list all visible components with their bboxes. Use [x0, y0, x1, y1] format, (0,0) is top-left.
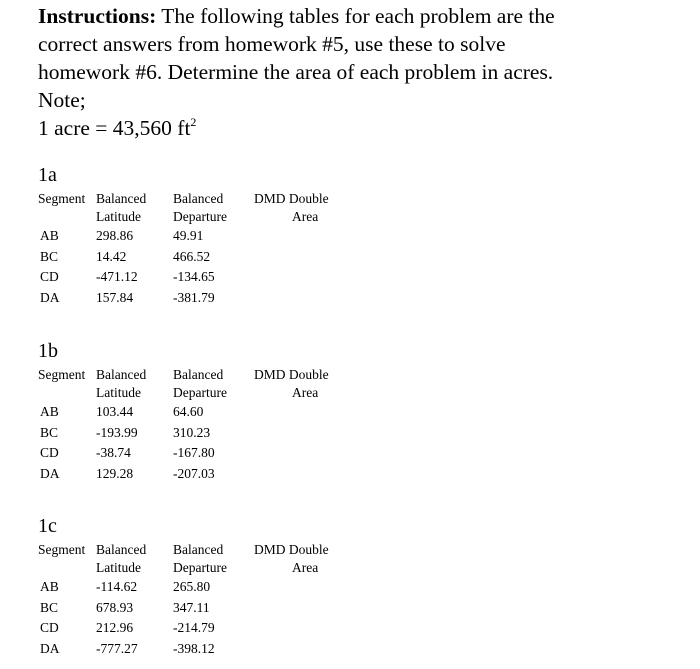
cell-departure: -134.65 — [173, 269, 215, 284]
header-latitude: Latitude — [96, 209, 141, 224]
table-header — [38, 190, 358, 226]
table-row — [38, 598, 358, 619]
cell-departure: 49.91 — [173, 228, 204, 243]
table-row — [38, 247, 358, 268]
instructions-block — [38, 2, 688, 142]
cell-segment: DA — [40, 465, 60, 481]
cell-departure: -167.80 — [173, 445, 215, 460]
cell-latitude: -193.99 — [96, 424, 138, 440]
header-dmd: DMD — [254, 542, 286, 557]
table-header — [38, 541, 358, 577]
header-dmd: DMD — [254, 191, 286, 206]
header-dmd-double — [254, 541, 329, 559]
problem-title: 1b — [38, 340, 58, 362]
cell-segment: BC — [40, 424, 59, 440]
problem-1a — [38, 164, 358, 308]
table-row — [38, 402, 358, 423]
cell-latitude: 678.93 — [96, 599, 134, 615]
cell-segment: DA — [40, 640, 60, 656]
header-dmd: DMD — [254, 367, 286, 382]
header-dmd-double — [254, 366, 329, 384]
cell-latitude: -471.12 — [96, 269, 138, 284]
header-area: Area — [292, 560, 319, 575]
cell-latitude: 212.96 — [96, 620, 134, 635]
header-departure: Departure — [173, 209, 227, 224]
header-area: Area — [292, 385, 319, 400]
cell-latitude: 129.28 — [96, 465, 134, 481]
instructions-line-1-text: The following tables for each problem are the — [161, 4, 555, 28]
table-row — [38, 464, 358, 485]
cell-segment: BC — [40, 248, 59, 264]
instructions-line-1 — [38, 2, 688, 30]
header-segment: Segment — [38, 542, 86, 557]
problem-1c — [38, 515, 358, 659]
acre-conversion-exponent: 2 — [190, 115, 197, 129]
table-row — [38, 639, 358, 660]
cell-segment: CD — [40, 445, 59, 460]
cell-latitude: 157.84 — [96, 289, 134, 305]
cell-departure: 64.60 — [173, 404, 204, 419]
header-double: Double — [288, 191, 329, 206]
header-latitude: Latitude — [96, 560, 141, 575]
header-balanced-departure-1: Balanced — [173, 367, 224, 382]
header-departure: Departure — [173, 385, 227, 400]
header-balanced-latitude-1: Balanced — [96, 367, 147, 382]
cell-latitude: 14.42 — [96, 248, 127, 264]
header-dmd-double — [254, 190, 329, 208]
problem-title: 1c — [38, 515, 57, 537]
cell-latitude: -38.74 — [96, 445, 131, 460]
header-balanced-latitude-1: Balanced — [96, 542, 147, 557]
table-row — [38, 577, 358, 598]
cell-departure: 310.23 — [173, 424, 211, 440]
header-departure: Departure — [173, 560, 227, 575]
cell-departure: -214.79 — [173, 620, 215, 635]
table-row — [38, 288, 358, 309]
cell-departure: 347.11 — [173, 599, 210, 615]
instructions-note: Note; — [38, 88, 86, 112]
acre-conversion-text: 1 acre = 43,560 ft — [38, 116, 191, 140]
cell-segment: CD — [40, 269, 59, 284]
cell-segment: AB — [40, 228, 59, 243]
header-double: Double — [288, 367, 329, 382]
acre-conversion — [38, 114, 688, 142]
cell-latitude: -114.62 — [96, 579, 138, 594]
cell-departure: -207.03 — [173, 465, 215, 481]
problem-title: 1a — [38, 164, 57, 186]
cell-departure: -381.79 — [173, 289, 215, 305]
instructions-label: Instructions: — [38, 4, 157, 28]
problem-1b — [38, 340, 358, 484]
header-double: Double — [288, 542, 329, 557]
cell-latitude: 298.86 — [96, 228, 134, 243]
instructions-line-2: correct answers from homework #5, use these to solve — [38, 32, 506, 56]
header-segment: Segment — [38, 367, 86, 382]
cell-latitude: 103.44 — [96, 404, 134, 419]
table-row — [38, 226, 358, 247]
header-area: Area — [292, 209, 319, 224]
cell-latitude: -777.27 — [96, 640, 138, 656]
table-row — [38, 267, 358, 288]
table-row — [38, 423, 358, 444]
cell-segment: DA — [40, 289, 60, 305]
cell-departure: 265.80 — [173, 579, 211, 594]
cell-departure: -398.12 — [173, 640, 215, 656]
header-segment: Segment — [38, 191, 86, 206]
cell-segment: AB — [40, 404, 59, 419]
cell-segment: BC — [40, 599, 59, 615]
header-balanced-latitude-1: Balanced — [96, 191, 147, 206]
table-row — [38, 618, 358, 639]
cell-departure: 466.52 — [173, 248, 211, 264]
cell-segment: AB — [40, 579, 59, 594]
table-header — [38, 366, 358, 402]
cell-segment: CD — [40, 620, 59, 635]
table-row — [38, 443, 358, 464]
instructions-line-3: homework #6. Determine the area of each problem in acres. — [38, 60, 554, 84]
header-latitude: Latitude — [96, 385, 141, 400]
header-balanced-departure-1: Balanced — [173, 542, 224, 557]
header-balanced-departure-1: Balanced — [173, 191, 224, 206]
